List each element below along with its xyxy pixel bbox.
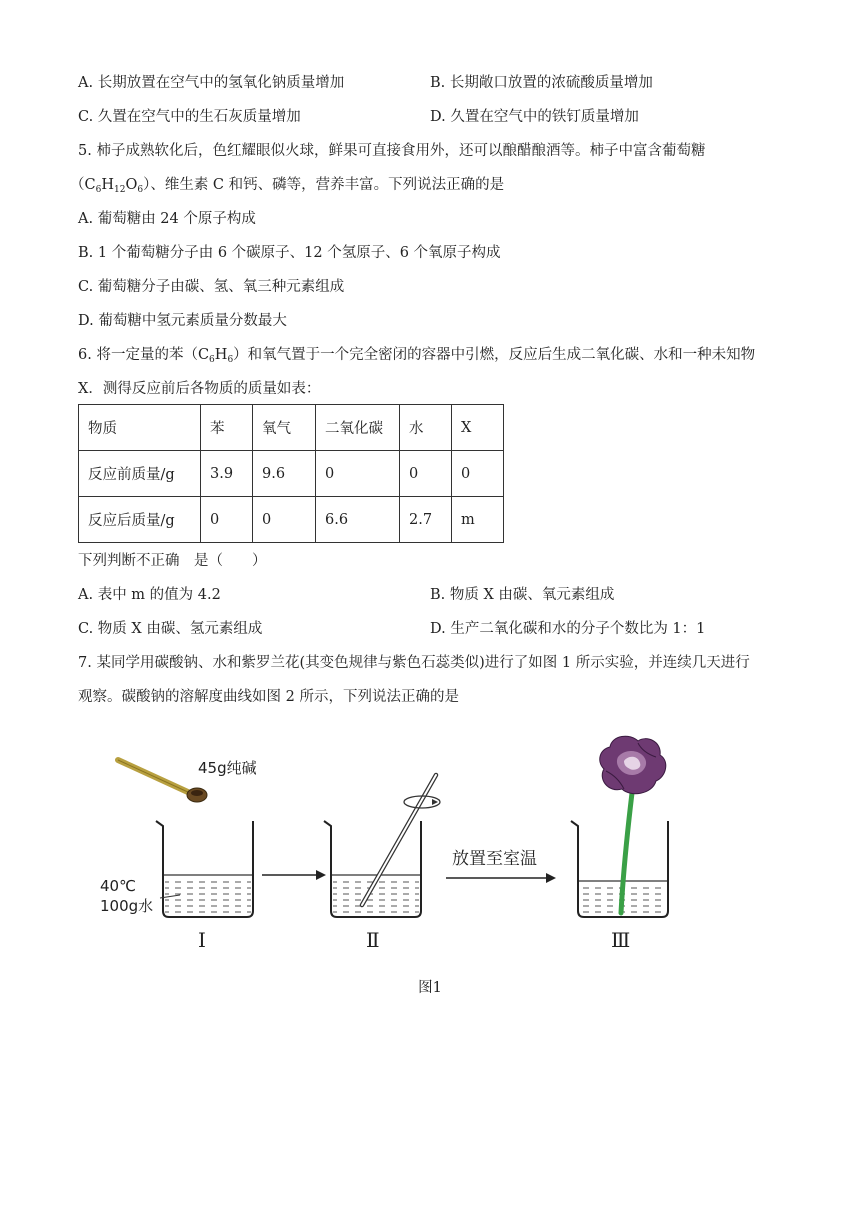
q6-stem-a: 6. 将一定量的苯（C bbox=[78, 347, 210, 363]
table-header-cell: 苯 bbox=[201, 405, 253, 451]
q4-option-a[interactable]: A. 长期放置在空气中的氢氧化钠质量增加 bbox=[78, 75, 345, 91]
table-header-cell: 水 bbox=[400, 405, 452, 451]
table-row bbox=[79, 497, 504, 543]
q6-stem-line-2: X．测得反应前后各物质的质量如表： bbox=[78, 381, 321, 397]
table-cell: 0 bbox=[201, 497, 253, 543]
q5-sub-o: 6 bbox=[137, 185, 144, 195]
label-water: 100g水 bbox=[100, 897, 154, 915]
beaker-1 bbox=[156, 821, 253, 917]
q6-sub-h: 6 bbox=[227, 355, 234, 365]
q6-option-c[interactable]: C. 物质 X 由碳、氢元素组成 bbox=[78, 621, 263, 637]
q4-option-b[interactable]: B. 长期敞口放置的浓硫酸质量增加 bbox=[430, 75, 653, 91]
q5-formula-open: （C bbox=[70, 177, 96, 193]
q5-stem-rest: ）、维生素 C 和钙、磷等，营养丰富。下列说法正确的是 bbox=[143, 177, 505, 193]
table-cell: 3.9 bbox=[201, 451, 253, 497]
q5-option-c[interactable]: C. 葡萄糖分子由碳、氢、氧三种元素组成 bbox=[78, 279, 345, 295]
q6-formula-h: H bbox=[214, 347, 228, 363]
table-cell: 2.7 bbox=[400, 497, 452, 543]
table-cell: m bbox=[452, 497, 504, 543]
table-cell: 0 bbox=[253, 497, 316, 543]
table-header-cell: 二氧化碳 bbox=[316, 405, 400, 451]
q6-mass-table bbox=[78, 404, 504, 543]
q7-stem-line-1: 7. 某同学用碳酸钠、水和紫罗兰花(其变色规律与紫色石蕊类似)进行了如图 1 所示实验，并连续几天进行 bbox=[78, 655, 750, 671]
q6-stem-b: ）和氧气置于一个完全密闭的容器中引燃，反应后生成二氧化碳、水和一种未知物 bbox=[233, 347, 756, 363]
q5-stem-line-2 bbox=[70, 175, 504, 195]
q4-options-row-1 bbox=[78, 73, 778, 93]
q6-options-row-2 bbox=[78, 619, 778, 639]
q5-option-d[interactable]: D. 葡萄糖中氢元素质量分数最大 bbox=[78, 313, 287, 329]
q4-option-d[interactable]: D. 久置在空气中的铁钉质量增加 bbox=[430, 109, 639, 125]
q6-option-a[interactable]: A. 表中 m 的值为 4.2 bbox=[78, 587, 221, 603]
table-cell: 0 bbox=[316, 451, 400, 497]
table-cell: 9.6 bbox=[253, 451, 316, 497]
label-soda: 45g纯碱 bbox=[198, 759, 257, 777]
figure-1-experiment bbox=[90, 735, 730, 960]
table-row bbox=[79, 451, 504, 497]
q6-stem-line-1 bbox=[78, 345, 755, 365]
step-3-label: Ⅲ bbox=[611, 928, 631, 952]
table-header-cell: 氧气 bbox=[253, 405, 316, 451]
q4-options-row-2 bbox=[78, 107, 778, 127]
q5-option-a[interactable]: A. 葡萄糖由 24 个原子构成 bbox=[78, 211, 256, 227]
spoon-icon bbox=[118, 760, 207, 802]
table-cell: 反应前质量/g bbox=[79, 451, 201, 497]
arrow-right-icon bbox=[262, 870, 326, 880]
label-temp: 40℃ bbox=[100, 877, 136, 895]
q4-option-c[interactable]: C. 久置在空气中的生石灰质量增加 bbox=[78, 109, 301, 125]
q6-options-row-1 bbox=[78, 585, 778, 605]
table-header-cell: X bbox=[452, 405, 504, 451]
q6-ask: 下列判断不正确 是（ ） bbox=[78, 553, 267, 569]
figure-1-caption: 图1 bbox=[418, 980, 442, 996]
q5-sub-c: 6 bbox=[95, 185, 102, 195]
arrow-right-icon bbox=[446, 873, 556, 883]
q6-option-b[interactable]: B. 物质 X 由碳、氧元素组成 bbox=[430, 587, 615, 603]
step-2-label: Ⅱ bbox=[366, 928, 380, 952]
beaker-2 bbox=[324, 775, 440, 917]
q5-option-b[interactable]: B. 1 个葡萄糖分子由 6 个碳原子、12 个氢原子、6 个氧原子构成 bbox=[78, 245, 501, 261]
table-header-cell: 物质 bbox=[79, 405, 201, 451]
q5-stem-line-1: 5. 柿子成熟软化后，色红耀眼似火球，鲜果可直接食用外，还可以酿醋酿酒等。柿子中富含葡萄糖 bbox=[78, 143, 706, 159]
table-row bbox=[79, 405, 504, 451]
q6-sub-c: 6 bbox=[209, 355, 215, 365]
table-cell: 0 bbox=[400, 451, 452, 497]
table-cell: 0 bbox=[452, 451, 504, 497]
table-cell: 反应后质量/g bbox=[79, 497, 201, 543]
q5-formula-h: H bbox=[101, 177, 114, 193]
label-arrow: 放置至室温 bbox=[452, 849, 537, 869]
table-cell: 6.6 bbox=[316, 497, 400, 543]
q5-formula-o: O bbox=[125, 177, 138, 193]
step-1-label: Ⅰ bbox=[198, 928, 206, 952]
q6-option-d[interactable]: D. 生产二氧化碳和水的分子个数比为 1：1 bbox=[430, 621, 706, 637]
q7-stem-line-2: 观察。碳酸钠的溶解度曲线如图 2 所示，下列说法正确的是 bbox=[78, 689, 459, 705]
q5-sub-h: 12 bbox=[114, 185, 126, 195]
